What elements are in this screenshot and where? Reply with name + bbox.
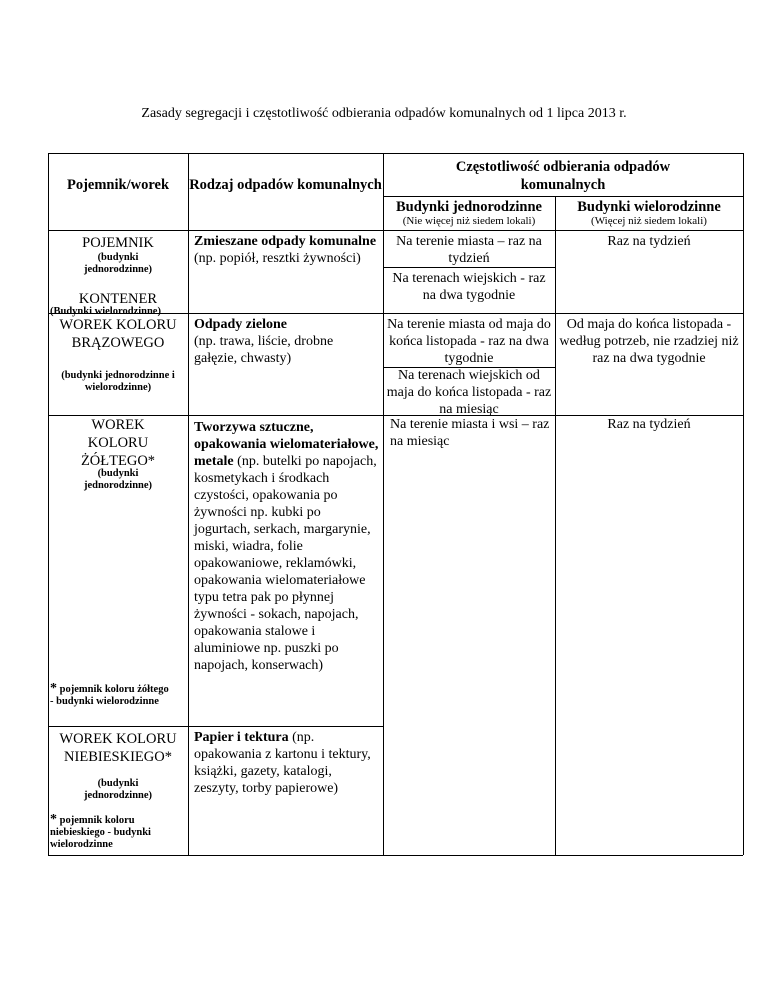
frequency-single-city: Na terenie miasta – raz na tydzień [396,234,542,266]
container-note: (budynki jednorodzinne) [83,468,153,491]
footnote: * pojemnik koloru żółtego - budynki wielorodzinne [50,681,169,707]
frequency-multi: Raz na tydzień [607,234,691,249]
header-single-family: Budynki jednorodzinne [396,199,542,215]
header-single-family-note: (Nie więcej niż siedem lokali) [402,215,536,227]
waste-description: Tworzywa sztuczne, opakowania wielomateriałowe, metale (np. butelki po napojach, kosmetykach i środkach czystości, opakowania po żywności np. kubki po jogurtach, serkach, margarynie, miski, wiadra, folie opakowaniowe, reklamówki, opakowania wielomateriałowe typu tetra pak po płynnej żywności - sokach, napojach, opakowania stalowe i aluminiowe np. puszki po napojach, konserwach) [194,420,379,673]
waste-description: Odpady zielone (np. trawa, liście, drobne gałęzie, chwasty) [194,317,334,366]
frequency-single-rural: Na terenach wiejskich od maja do końca listopada - raz na miesiąc [386,368,552,417]
container-note: (Budynki wielorodzinne) [50,306,161,317]
container-note: (budynki jednorodzinne) [83,252,153,275]
container-label: POJEMNIK [82,235,154,251]
frequency-single: Na terenie miasta i wsi – raz na miesiąc [390,417,550,449]
container-label: WOREK KOLORU ŻÓŁTEGO* [80,417,156,469]
container-note: (budynki jednorodzinne i wielorodzinne) [61,370,175,393]
frequency-single-city: Na terenie miasta od maja do końca listopada - raz na dwa tygodnie [387,317,551,366]
footnote: * pojemnik koloru niebieskiego - budynki wielorodzinne [50,812,151,850]
waste-description: Zmieszane odpady komunalne (np. popiół, resztki żywności) [194,234,377,266]
page-title: Zasady segregacji i częstotliwość odbierania odpadów komunalnych od 1 lipca 2013 r. [141,106,627,121]
frequency-single-rural: Na terenach wiejskich - raz na dwa tygodnie [392,271,546,303]
waste-description: Papier i tektura (np. opakowania z kartonu i tektury, książki, gazety, katalogi, zeszyty, torby papierowe) [194,730,371,796]
header-multi-family-note: (Więcej niż siedem lokali) [591,215,707,227]
frequency-multi: Od maja do końca listopada - według potrzeb, nie rzadziej niż raz na dwa tygodnie [559,317,739,366]
container-note: (budynki jednorodzinne) [83,778,153,801]
header-frequency: Częstotliwość odbierania odpadów komunalnych [455,159,671,193]
frequency-multi: Raz na tydzień [607,417,691,432]
header-waste-type: Rodzaj odpadów komunalnych [189,177,382,193]
container-label: WOREK KOLORU BRĄZOWEGO [59,317,177,351]
container-label: KONTENER [78,291,158,307]
container-label: WOREK KOLORU NIEBIESKIEGO* [59,731,177,765]
header-multi-family: Budynki wielorodzinne [577,199,721,215]
header-container: Pojemnik/worek [66,177,170,193]
